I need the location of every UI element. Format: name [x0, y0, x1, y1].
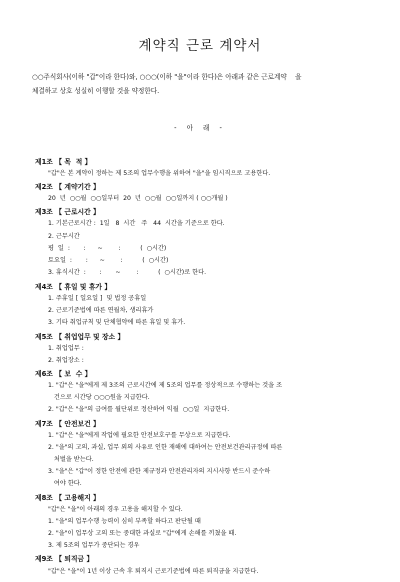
article-7-line: 여야 한다. [48, 480, 82, 487]
intro-line: 체결하고 상호 성실히 이행할 것을 약정한다. [32, 87, 160, 95]
article-7-line: 2. "을"의 고의, 과실, 업무 외의 사유로 인한 재해에 대하여는 안전보건관리규정에 따른 [48, 444, 283, 451]
article-8-heading: 제8조 【 고용해지 】 [35, 494, 100, 502]
article-9-heading: 제9조 【 퇴직금 】 [35, 555, 94, 563]
article-9-line: "갑"은 "을"이 1년 이상 근속 후 퇴직시 근로기준법에 따른 퇴직금을 지급한다. [48, 568, 259, 575]
article-8-line: 1. "을"의 업무수행 능력이 심히 부족할 하다고 판단될 때 [48, 518, 201, 525]
article-4-line: 2. 근로기준법에 따른 연월차, 생리휴가 [48, 307, 154, 314]
article-5-line: 2. 취업장소 : [48, 357, 84, 364]
article-3-line: 토요일 : : ~ : ( ○시간) [48, 257, 169, 264]
article-6-line: 1. "갑"은 "을"에게 제 3조의 근로시간에 제 5조의 업무를 정상적으로 수행하는 것을 조 [48, 382, 283, 389]
intro-paragraph [32, 70, 382, 98]
article-6-heading: 제6조 【 보 수 】 [35, 370, 92, 378]
article-4-line: 1. 주휴일 [ 일요일 ] 및 법정 공휴일 [48, 295, 147, 302]
article-5-line: 1. 취업업무 : [48, 345, 84, 352]
section-marker: - 아 래 - [174, 124, 226, 132]
article-5-heading: 제5조 【 취업업무 및 장소 】 [35, 333, 125, 341]
article-6-line: 2. "갑"은 "을"의 급여를 월단위로 정산하여 익월 ○○일 지급한다. [48, 406, 230, 413]
article-8-line: "갑"은 "을"이 아래의 경우 고용을 해지할 수 있다. [48, 506, 183, 513]
document-title: 계약직 근로 계약서 [138, 38, 262, 54]
article-3-line: 2. 근무시간 [48, 233, 80, 240]
article-1-heading: 제1조 【 목 적 】 [35, 158, 92, 166]
article-4-heading: 제4조 【 휴일 및 휴가 】 [35, 283, 112, 291]
article-7-line: 1. "갑"은 "을"에게 작업에 필요한 안전보호구를 무상으로 지급한다. [48, 432, 231, 439]
intro-line: ○○주식회사(이하 "갑"이라 한다)와, ○○○(이하 "을"이라 한다)은 아래과 같은 근로계약 을 [32, 73, 302, 81]
article-3-line: 1. 기본근로시간 : 1일 8 시간 주 44 시간을 기준으로 한다. [48, 220, 225, 227]
article-8-line: 3. 제 5조의 업무가 중단되는 경우 [48, 542, 140, 549]
article-3-line: 3. 휴식시간 : : ~ : ( ○시간)로 한다. [48, 269, 207, 276]
article-3-heading: 제3조 【 근로시간 】 [35, 208, 100, 216]
article-1-line: "갑"은 본 계약이 정하는 제 5조의 업무수행을 위하여 "을"을 임시직으로 고용한다. [48, 170, 271, 177]
article-7-line: 처벌을 받는다. [48, 456, 94, 463]
article-7-heading: 제7조 【 안전보건 】 [35, 420, 100, 428]
article-4-line: 3. 기타 취업규칙 및 단체협약에 따른 휴일 및 휴가. [48, 319, 186, 326]
article-2-heading: 제2조 【 계약기간 】 [35, 183, 100, 191]
article-2-line: 20 년 ○○월 ○○일부터 20 년 ○○월 ○○일까지 ( ○○개월 ) [48, 195, 228, 202]
article-7-line: 3. "을"은 "갑"이 정한 안전에 관한 제규정과 안전관리자의 지시사항 반드시 준수하 [48, 468, 271, 475]
article-6-line: 건으로 시간당 ○○○원을 지급한다. [48, 394, 150, 401]
article-8-line: 2. "을"이 업무상 고의 또는 중대한 과실로 "갑"에게 손해를 끼쳤을 때. [48, 530, 237, 537]
article-3-line: 평 일 : : ~ : ( ○시간) [48, 245, 167, 252]
